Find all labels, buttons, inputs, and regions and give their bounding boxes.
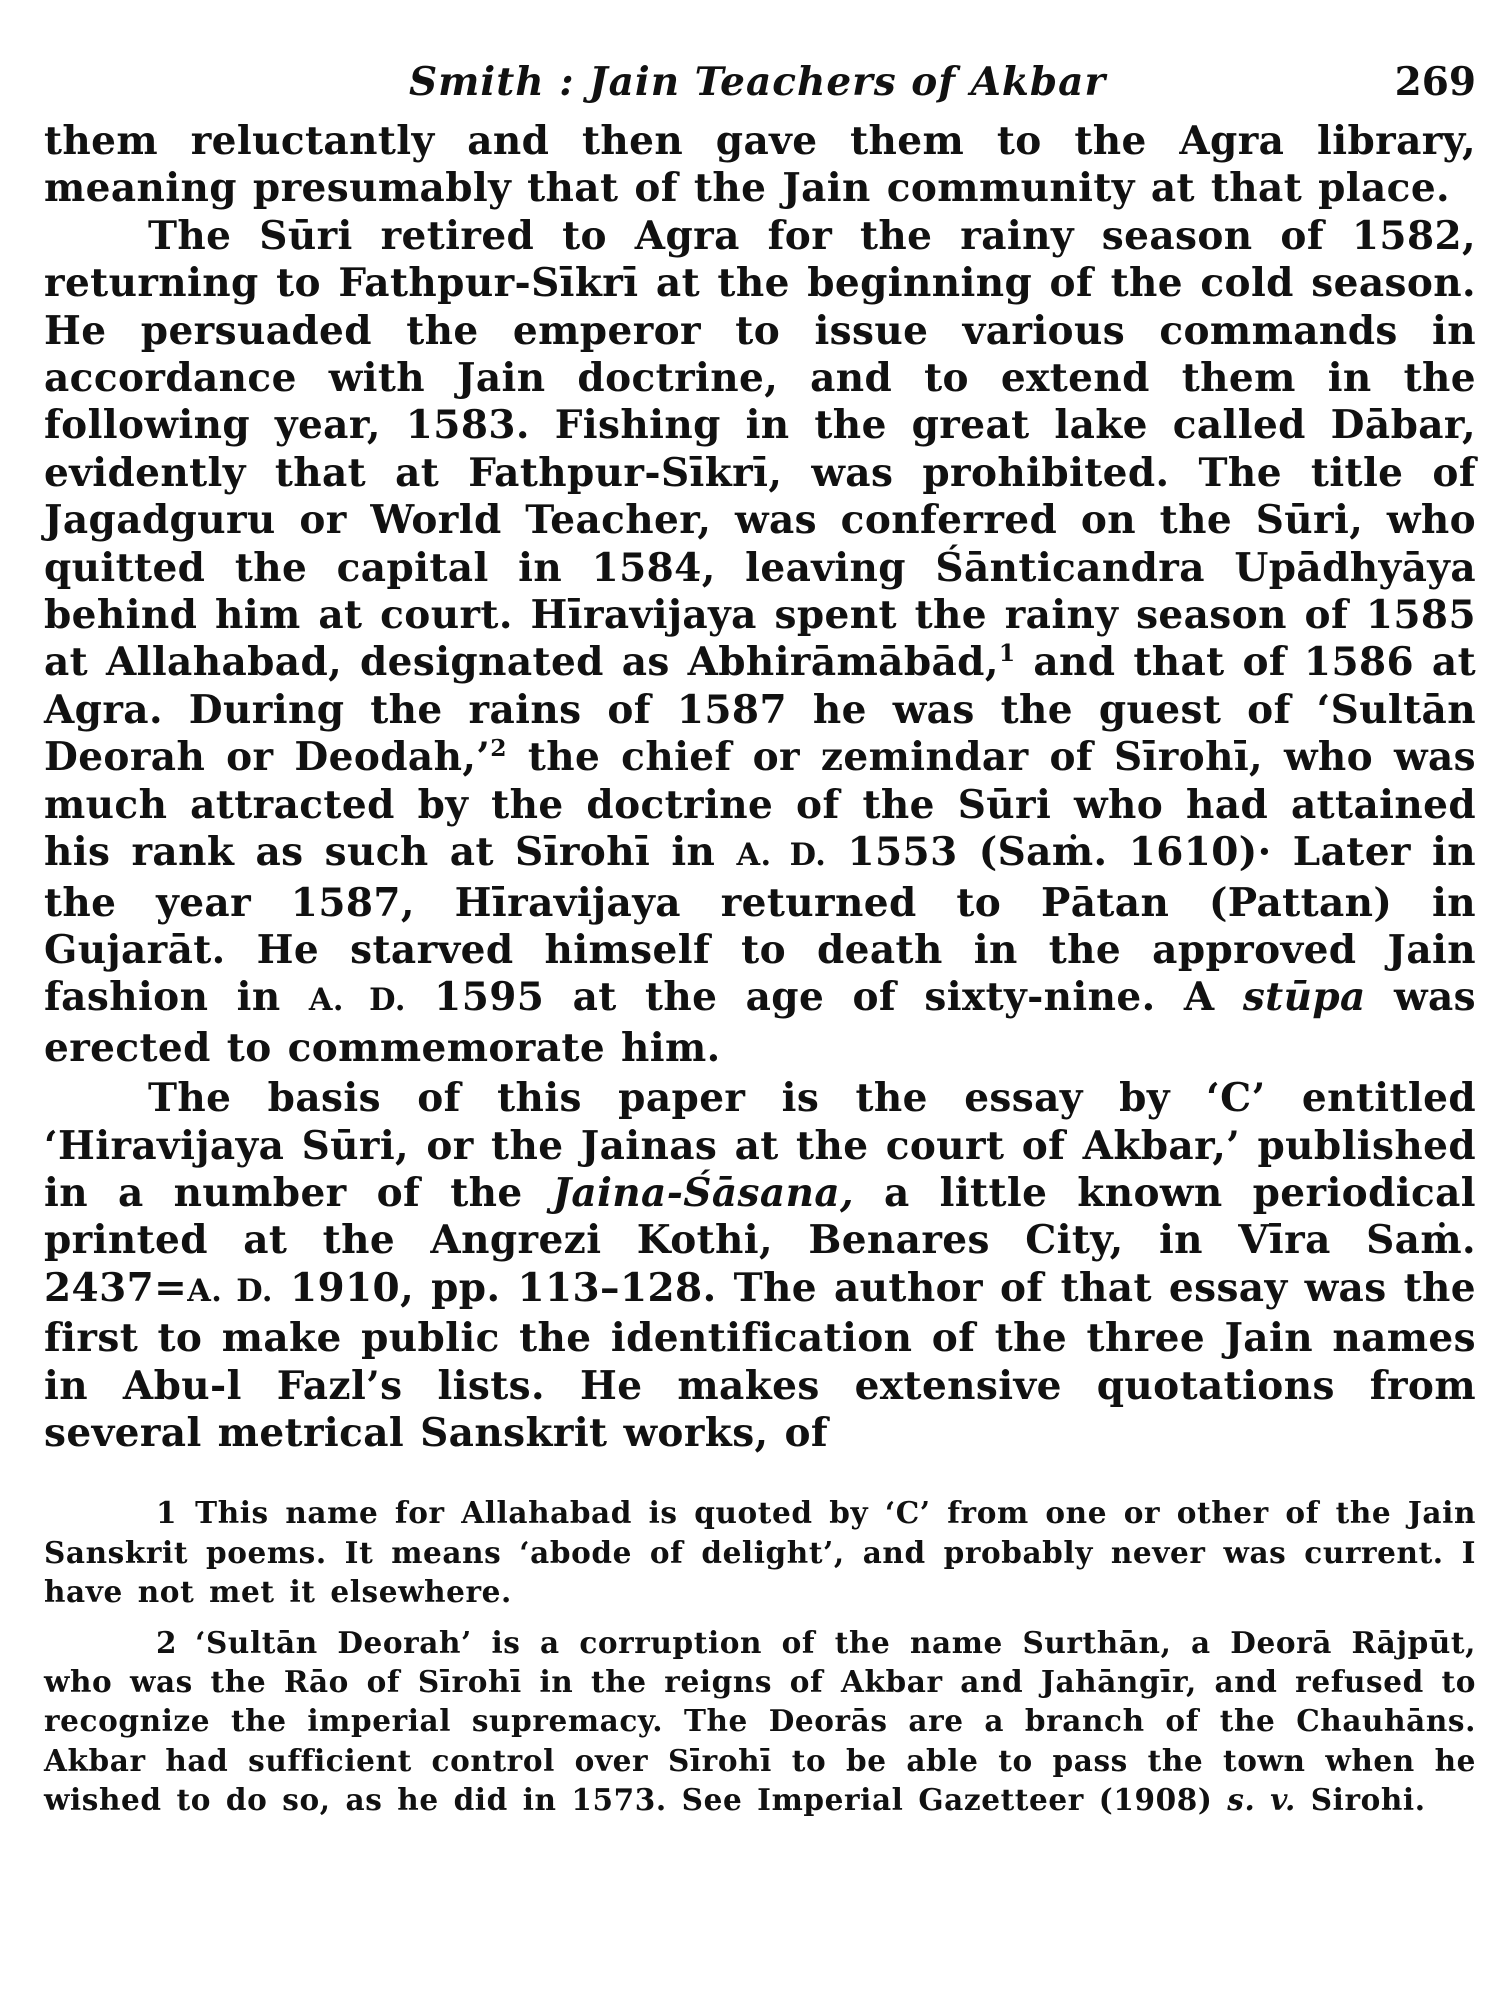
italic-abbrev-sv: s. v. <box>1227 1781 1296 1817</box>
footnote-1 <box>44 1493 1476 1611</box>
italic-term-stupa: stūpa <box>1242 974 1366 1021</box>
paragraph-continued <box>44 118 1476 213</box>
footnote-ref-2: 2 <box>490 734 507 763</box>
running-head <box>44 50 1476 114</box>
footnote-number: 2 <box>156 1624 178 1660</box>
paragraph-2 <box>44 213 1476 1072</box>
footnote-text: ‘Sultān Deorah’ is a corruption of the name Surthān, a Deorā Rājpūt, who was the Rāo of Sīrohī in the reigns of Akbar and Jahāngīr, and refused to recognize the imperial supremacy. The Deorās are a branch of the Chauhāns. Akbar had sufficient control over Sīrohī to be able to pass the town when he wished to do so, as he did in 1573. See Imperial Gazetteer (1908) <box>44 1624 1476 1817</box>
page-number: 269 <box>1394 59 1476 105</box>
footnotes <box>44 1493 1476 1819</box>
era-abbrev: A. D. <box>308 982 406 1019</box>
paragraph-2-text-a: The Sūri retired to Agra for the rainy season of 1582, returning to Fathpur-Sīkrī at the beginning of the cold season. He persuaded the emperor to issue various commands in accordance with Jain doctrine, and to extend them in the following year, 1583. Fishing in the great lake called Dābar, evidently that at Fathpur-Sīkrī, was prohibited. The title of Jagadguru or World Teacher, was conferred on the Sūri, who quitted the capital in 1584, leaving Śānticandra Upādhyāya behind him at court. Hīravijaya spent the rainy season of 1585 at Allahabad, designated as Abhirāmābād, <box>44 212 1476 686</box>
paragraph-3 <box>44 1075 1476 1457</box>
footnote-2 <box>44 1623 1476 1819</box>
paragraph-1-text: them reluctantly and then gave them to the Agra library, meaning presumably that of the Jain community at that place. <box>44 118 1476 212</box>
footnote-number: 1 <box>156 1495 178 1531</box>
paragraph-3-text-a: The basis of this paper is the essay by ‘C’ entitled ‘Hiravijaya Sūri, or the Jainas at the court of Akbar,’ published in a number of the <box>44 1075 1476 1216</box>
book-page <box>44 50 1476 1831</box>
paragraph-2-text-e: 1595 at the age of sixty-nine. A <box>405 974 1243 1021</box>
paragraph-3-text-b: a little known periodical printed at the Angrezi Kothi, Benares City, in Vīra Saṁ. 2437= <box>44 1169 1476 1311</box>
paragraph-3-text-c: 1910, pp. 113–128. The author of that essay was the first to make public the identification of the three Jain names in Abu-l Fazl’s lists. He makes extensive quotations from several metrical Sanskrit works, of <box>44 1264 1476 1456</box>
paragraph-2-text-d: 1553 (Saṁ. 1610)· Later in the year 1587, Hīravijaya returned to Pātan (Pattan) in Gujarāt. He starved himself to death in the approved Jain fashion in <box>44 829 1476 1021</box>
paragraph-2-text-f: was erected to commemorate him. <box>44 974 1476 1071</box>
running-title: Smith : Jain Teachers of Akbar <box>409 59 1106 105</box>
paragraph-2-text-b: and that of 1586 at Agra. During the rains of 1587 he was the guest of ‘Sultān Deorah or Deodah,’ <box>44 639 1476 781</box>
body-text <box>44 118 1476 1457</box>
footnote-ref-1: 1 <box>998 639 1016 668</box>
paragraph-2-text-c: the chief or zemindar of Sīrohī, who was much attracted by the doctrine of the Sūri who had attained his rank as such at Sīrohī in <box>44 734 1476 876</box>
footnote-text: This name for Allahabad is quoted by ‘C’ from one or other of the Jain Sanskrit poems. It means ‘abode of delight’, and probably never was current. I have not met it elsewhere. <box>44 1495 1476 1609</box>
footnote-text-end: Sirohi. <box>1295 1781 1426 1817</box>
era-abbrev: A. D. <box>736 837 827 874</box>
era-abbrev: A. D. <box>187 1272 273 1309</box>
journal-title: Jaina-Śāsana, <box>552 1169 854 1216</box>
